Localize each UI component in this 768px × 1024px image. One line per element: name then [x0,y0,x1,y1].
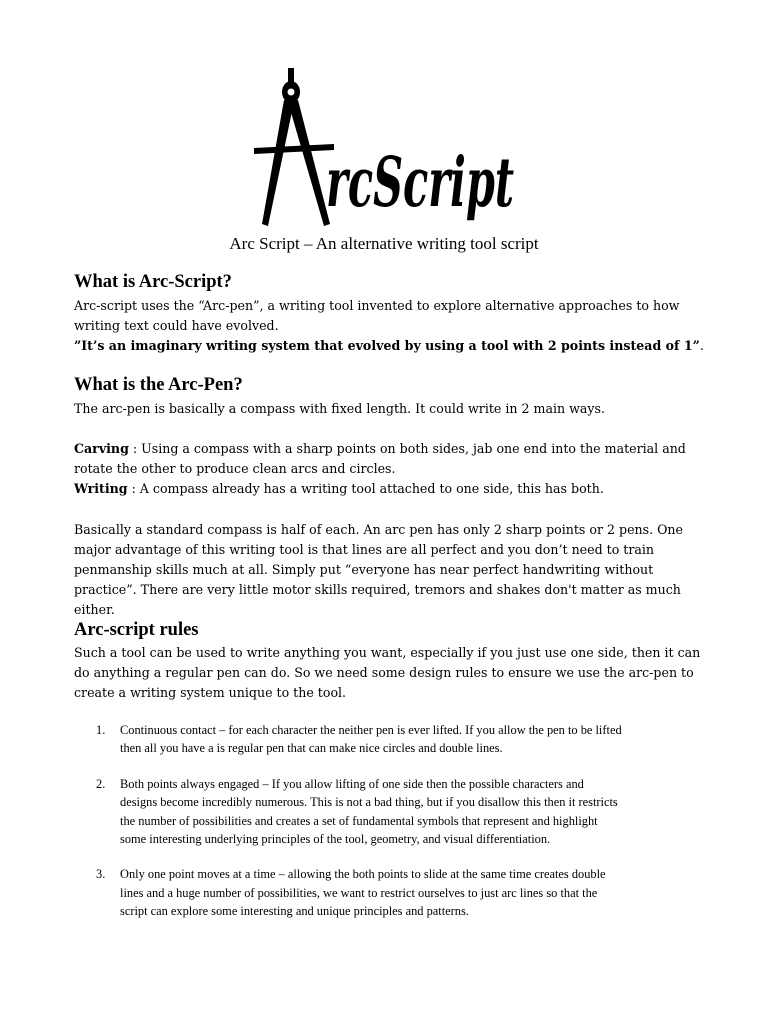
rule-item [96,865,702,920]
rule-number: 1. [96,723,106,737]
rules-list [96,721,702,921]
section1-paragraph [74,296,704,356]
section2-para-line: major advantage of this writing tool is that lines are all perfect and you don’t need to train [74,542,655,557]
section2-para-line: penmanship skills much at all. Simply put “everyone has near perfect handwriting without [74,562,654,577]
rule-number: 3. [96,867,106,882]
arcscript-logo [250,66,520,232]
writing-text: : A compass already has a writing tool attached to one side, this has both. [127,481,604,496]
section3-paragraph [74,643,704,703]
section3-para-line: Such a tool can be used to write anything you want, especially if you just use one side, then it can [74,645,701,660]
rule-line: script can explore some interesting and unique principles and patterns. [120,904,469,919]
section2-para-line: practice”. There are very little motor skills required, tremors and shakes don't matter as much either. [74,582,681,617]
section1-quote: ”It’s an imaginary writing system that evolved by using a tool with 2 points instead of 1” [74,338,700,353]
writing-label: Writing [74,481,128,496]
rule-line: Only one point moves at a time – allowing the both points to slide at the same time creates double [120,867,606,882]
carving-text-1: : Using a compass with a sharp points on both sides, jab one end into the material and [128,441,686,456]
rule-line: some interesting underlying principles of the tool, geometry, and visual differentiation. [120,832,551,847]
heading-arc-script-rules: Arc-script rules [74,620,199,640]
section2-intro: The arc-pen is basically a compass with fixed length. It could write in 2 main ways. [74,401,605,416]
rule-line: the number of possibilities and creates a set of fundamental symbols that represent and highlight [120,813,598,828]
rule-item [96,775,702,849]
section1-line-2: writing text could have evolved. [74,318,279,333]
rule-line: lines and a huge number of possibilities, we want to restrict ourselves to just arc lines so that the [120,885,598,900]
section2-modes [74,439,704,499]
logo-wordmark: rcScript [326,143,514,223]
carving-text-2: rotate the other to produce clean arcs and circles. [74,461,396,476]
heading-what-is-arc-pen: What is the Arc-Pen? [74,375,243,395]
rule-item [96,721,702,758]
carving-label: Carving [74,441,129,456]
heading-what-is-arc-script: What is Arc-Script? [74,272,232,292]
section3-para-line: create a writing system unique to the tool. [74,685,347,700]
section1-quote-end: . [699,338,704,353]
rule-line: designs become incredibly numerous. This is not a bad thing, but if you disallow this then it restricts [120,795,618,810]
section3-para-line: do anything a regular pen can do. So we need some design rules to ensure we use the arc-pen to [74,665,694,680]
rule-line: Continuous contact – for each character the neither pen is ever lifted. If you allow the pen to be lifted [120,723,622,737]
rule-number: 2. [96,776,106,791]
section2-paragraph [74,520,714,620]
compass-a-icon [254,68,334,226]
rule-line: then all you have a is regular pen that can make nice circles and double lines. [120,741,503,756]
document-subtitle: Arc Script – An alternative writing tool script [229,234,539,253]
section2-para-line: Basically a standard compass is half of each. An arc pen has only 2 sharp points or 2 pens. One [74,522,684,537]
rule-line: Both points always engaged – If you allow lifting of one side then the possible characters and [120,776,584,791]
section1-line-1: Arc-script uses the “Arc-pen”, a writing tool invented to explore alternative approaches to how [74,298,680,313]
